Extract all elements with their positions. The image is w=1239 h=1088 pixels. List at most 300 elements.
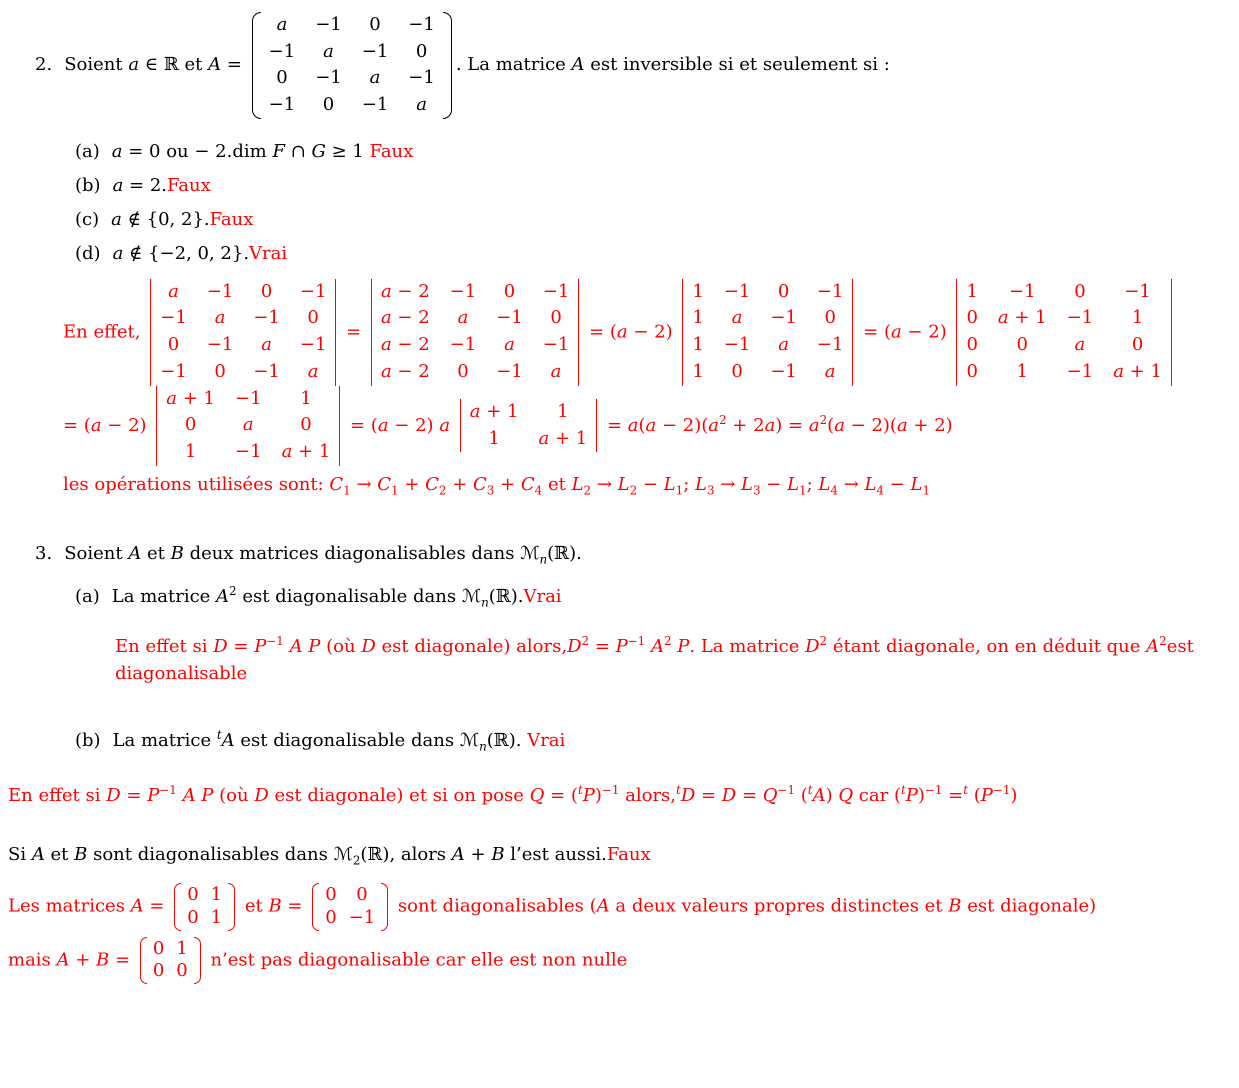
plain-text: . La matrice <box>689 635 806 657</box>
math-text: (ℝ) <box>360 844 390 866</box>
matrix-grid <box>958 279 1169 386</box>
verdict-label: Faux <box>167 174 211 196</box>
matrix-cell: 0 <box>187 907 199 929</box>
matrix-cell: a + 1 <box>166 387 216 409</box>
math-text: + C <box>398 473 439 495</box>
matrix-cell: a + 1 <box>1113 360 1162 382</box>
math-text: A <box>1146 635 1160 657</box>
plain-text: . <box>517 585 524 607</box>
question-2-number: 2. <box>35 54 53 76</box>
matrix-cell: 1 <box>966 280 978 302</box>
q3-option-a-text <box>111 583 562 610</box>
math-text: → C <box>350 473 392 495</box>
matrix-cell: −1 <box>1009 280 1036 302</box>
matrix-cell: a + 1 <box>281 440 331 462</box>
matrix-cell: a − 2 <box>380 360 430 382</box>
subscript: 2 <box>438 483 447 498</box>
plain-text: n’est pas diagonalisable car elle est non nulle <box>204 949 628 971</box>
math-text: A P <box>182 785 214 807</box>
math-text: a ∈ ℝ <box>128 54 179 76</box>
matrix <box>174 883 235 930</box>
left-paren-fence <box>312 883 319 930</box>
plain-text: étant diagonale, on en déduit que <box>827 635 1147 657</box>
option-b-label: (b) <box>75 174 101 196</box>
math-text: C <box>329 473 344 495</box>
plain-text: est diagonale) et si on pose <box>268 785 530 807</box>
math-text: − L <box>760 473 800 495</box>
matrix-grid <box>152 279 334 386</box>
plain-text: . <box>203 208 210 230</box>
subscript: 1 <box>675 483 684 498</box>
matrix-cell: −1 <box>816 280 844 302</box>
superscript: −1 <box>924 783 943 798</box>
matrix-cell: −1 <box>1066 360 1094 382</box>
matrix-cell: 0 <box>731 360 743 382</box>
matrix-cell: 1 <box>210 884 223 906</box>
proof-equation-line-1 <box>63 277 1239 388</box>
plain-text: sont diagonalisables ( <box>392 896 597 918</box>
determinant <box>682 279 853 386</box>
math-text: A + B = <box>56 949 136 971</box>
math-text: − L <box>637 473 676 495</box>
plain-text: En effet si <box>115 635 214 657</box>
plain-text: . <box>515 730 528 752</box>
matrix-cell: a <box>824 360 836 382</box>
plain-text: (où <box>320 635 362 657</box>
math-text: ; L <box>683 473 707 495</box>
matrix-cell: 1 <box>692 280 704 302</box>
right-bar-fence <box>851 279 853 386</box>
matrix-cell: 0 <box>550 307 562 329</box>
verdict-label: Faux <box>209 208 254 230</box>
plain-text: ou <box>160 140 195 162</box>
verdict-label: Vrai <box>249 242 288 264</box>
plain-text: Soient <box>64 54 129 76</box>
plain-text: est diagonale) alors, <box>375 635 568 657</box>
subscript: 3 <box>706 483 715 498</box>
subscript: 4 <box>830 483 838 498</box>
matrix-cell: a + 1 <box>469 400 519 422</box>
superscript: 2 <box>663 633 672 648</box>
question-3-option-a <box>75 583 1239 610</box>
matrix-cell: 1 <box>184 440 197 462</box>
math-text: = (a − 2) <box>583 321 679 343</box>
matrix-cell: −1 <box>408 67 435 89</box>
math-text: = (a − 2) a <box>344 414 451 436</box>
plain-text: En effet si <box>8 785 107 807</box>
q3-option-a-explanation <box>115 633 1239 689</box>
matrix-cell: −1 <box>770 307 797 329</box>
math-text: − 2. <box>194 140 233 162</box>
matrix-cell: −1 <box>235 387 262 409</box>
matrix-cell: −1 <box>348 907 376 929</box>
right-paren-fence <box>381 883 388 930</box>
subscript: n <box>479 739 487 754</box>
matrix-grid <box>373 279 577 386</box>
math-text: D <box>567 635 582 657</box>
matrix-cell: −1 <box>361 40 389 62</box>
subscript: 1 <box>391 483 399 498</box>
verdict-label: Vrai <box>523 585 562 607</box>
matrix-cell: −1 <box>315 67 342 89</box>
math-text: F ∩ G ≥ 1 <box>272 140 370 162</box>
matrix-cell: a − 2 <box>380 307 430 329</box>
matrix-cell: −1 <box>449 280 477 302</box>
left-paren-fence <box>174 883 181 930</box>
matrix-cell: 0 <box>307 307 319 329</box>
subscript: 3 <box>752 483 761 498</box>
q3-option-b-label: (b) <box>75 730 101 752</box>
matrix-cell: 0 <box>356 884 368 906</box>
plain-text: est diagonalisable dans <box>236 585 462 607</box>
superscript: 2 <box>719 412 727 427</box>
superscript: −1 <box>266 633 284 648</box>
superscript: 2 <box>819 412 828 427</box>
matrix-cell: a <box>242 414 254 436</box>
matrix-cell: 0 <box>966 360 978 382</box>
matrix-cell: −1 <box>361 94 389 116</box>
matrix-cell: 0 <box>1016 334 1028 356</box>
plain-text: Les matrices <box>8 896 131 918</box>
math-text: + C <box>494 473 535 495</box>
matrix-cell: 0 <box>176 960 188 982</box>
matrix-cell: −1 <box>206 280 234 302</box>
plain-text: . <box>161 174 168 196</box>
right-bar-fence <box>595 399 597 452</box>
matrix-cell: −1 <box>160 307 187 329</box>
subscript: 4 <box>876 483 884 498</box>
matrix-cell: −1 <box>770 360 797 382</box>
math-text: = (a − 2) <box>857 321 953 343</box>
math-text: ℳ <box>520 542 540 564</box>
matrix-cell: −1 <box>268 40 296 62</box>
math-text: ; L <box>806 473 831 495</box>
math-text: → L <box>591 473 630 495</box>
option-b-text <box>113 175 211 196</box>
matrix-cell: 1 <box>176 937 188 959</box>
subscript: 2 <box>629 483 638 498</box>
matrix-cell: 0 <box>260 280 273 302</box>
subscript: n <box>481 595 489 610</box>
math-text: a = 0 <box>111 140 161 162</box>
matrix-cell: 0 <box>214 360 226 382</box>
question-2-options <box>75 141 1239 264</box>
determinant <box>371 279 579 386</box>
math-text: A <box>650 635 664 657</box>
plain-text: mais <box>8 949 57 971</box>
subscript: 2 <box>583 483 592 498</box>
plain-text: et <box>239 896 269 918</box>
math-text: = <box>340 321 367 343</box>
right-paren-fence <box>443 12 452 119</box>
matrix-cell: −1 <box>1066 307 1094 329</box>
q3-option-b-text <box>112 728 566 754</box>
superscript: −1 <box>601 783 620 798</box>
matrix <box>252 12 452 119</box>
math-text: a = 2 <box>112 174 162 196</box>
right-bar-fence <box>1170 279 1172 386</box>
math-text: Q = ( <box>529 785 578 807</box>
plain-text: Soient <box>64 542 129 564</box>
plain-text: La matrice <box>111 585 217 607</box>
matrix-cell: −1 <box>268 94 296 116</box>
matrix-cell: 1 <box>557 400 569 422</box>
matrix-cell: a − 2 <box>380 280 430 302</box>
math-text: (ℝ) <box>547 542 577 564</box>
right-bar-fence <box>338 386 340 466</box>
math-text: B <box>170 542 184 564</box>
matrix-cell: 0 <box>325 884 337 906</box>
math-text: = (a − 2) <box>63 414 153 436</box>
right-paren-fence <box>228 883 235 930</box>
math-text: D = P <box>213 635 267 657</box>
plain-text: , alors <box>389 844 452 866</box>
left-paren-fence <box>140 937 147 984</box>
matrix-cell: −1 <box>253 360 280 382</box>
math-text: = P <box>589 635 628 657</box>
matrix-cell: a <box>1074 334 1086 356</box>
plain-text: a deux valeurs propres distinctes et <box>609 896 949 918</box>
plain-text: l’est aussi. <box>504 844 607 866</box>
math-text: P) <box>582 785 602 807</box>
plain-text: et <box>178 54 209 76</box>
matrix-cell: −1 <box>299 334 327 356</box>
plain-text: dim <box>232 140 273 162</box>
math-text: ℳ <box>333 844 353 866</box>
math-text: A <box>596 896 610 918</box>
math-text: B = <box>268 896 309 918</box>
option-c <box>75 209 1239 230</box>
matrix-cell: a <box>261 334 272 356</box>
question-2-proof <box>63 277 1239 498</box>
math-text: − L <box>883 473 923 495</box>
matrix-grid <box>158 386 338 466</box>
math-text: A <box>221 730 235 752</box>
plain-text: alors, <box>619 785 677 807</box>
left-paren-fence <box>252 12 261 119</box>
matrix-grid <box>684 279 851 386</box>
matrix-cell: a <box>731 307 743 329</box>
superscript: −1 <box>627 633 646 648</box>
math-text: A <box>571 54 585 76</box>
math-text: → L <box>837 473 877 495</box>
superscript: t <box>577 783 583 798</box>
matrix-cell: 1 <box>300 387 312 409</box>
matrix-cell: 0 <box>503 280 516 302</box>
math-text: A <box>128 542 142 564</box>
math-text: ( <box>893 785 901 807</box>
math-text: + 2a) = a <box>726 414 820 436</box>
matrix-cell: −1 <box>449 334 477 356</box>
question-3-intro <box>64 542 582 567</box>
verdict-label: Vrai <box>527 730 566 752</box>
superscript: −1 <box>159 783 177 798</box>
question-3-number: 3. <box>35 542 53 564</box>
verdict-label: Faux <box>369 140 414 162</box>
matrix-grid <box>462 399 595 452</box>
plain-text: et <box>542 473 572 495</box>
superscript: t <box>676 783 681 798</box>
right-bar-fence <box>577 279 579 386</box>
option-b <box>75 175 1239 196</box>
matrix-cell: a <box>369 67 381 89</box>
q3-option-a-label: (a) <box>75 585 100 607</box>
right-bar-fence <box>334 279 336 386</box>
superscript: t <box>900 783 906 798</box>
plain-text: car <box>853 785 894 807</box>
matrix-cell: a <box>307 360 319 382</box>
math-text: (ℝ) <box>488 585 518 607</box>
determinant <box>460 399 597 452</box>
math-text: = <box>942 785 964 807</box>
question-3 <box>35 542 1239 567</box>
matrix-cell: 0 <box>966 307 978 329</box>
determinant <box>150 279 336 386</box>
matrix-cell: 0 <box>300 414 312 436</box>
superscript: 2 <box>819 633 828 648</box>
math-text: A P <box>289 635 321 657</box>
determinant <box>156 386 340 466</box>
plain-text: et <box>44 844 75 866</box>
math-text: → L <box>714 473 753 495</box>
subscript: 2 <box>352 853 361 868</box>
question-2 <box>35 10 1239 121</box>
plain-text: les opérations utilisées sont: <box>63 473 330 495</box>
right-paren-fence <box>194 937 201 984</box>
math-text: D = P <box>106 785 160 807</box>
math-text: (ℝ) <box>486 730 516 752</box>
matrix-cell: −1 <box>206 334 234 356</box>
superscript: t <box>963 783 969 798</box>
matrix-cell: −1 <box>496 307 523 329</box>
subscript: 3 <box>486 483 495 498</box>
matrix-cell: 1 <box>210 907 223 929</box>
matrix-cell: −1 <box>315 14 342 35</box>
matrix-cell: −1 <box>253 307 280 329</box>
matrix-cell: −1 <box>542 280 570 302</box>
matrix <box>312 883 388 930</box>
math-text: P) <box>905 785 925 807</box>
math-text: A) Q <box>812 785 854 807</box>
matrix-cell: 1 <box>692 360 704 382</box>
matrix-cell: 0 <box>184 414 197 436</box>
math-text: A <box>31 844 45 866</box>
matrix-cell: 0 <box>824 307 836 329</box>
matrix-cell: a <box>323 40 334 62</box>
plain-text: Si <box>8 844 32 866</box>
matrix-cell: a <box>214 307 226 329</box>
option-a-label: (a) <box>75 140 100 162</box>
math-text: A + B <box>451 844 505 866</box>
plain-text: . <box>576 542 582 564</box>
matrix-cell: −1 <box>299 280 327 302</box>
math-text: A <box>216 585 230 607</box>
matrix-grid <box>181 883 228 930</box>
subscript: 1 <box>799 483 807 498</box>
matrix-grid <box>319 883 381 930</box>
matrix-cell: 1 <box>692 307 704 329</box>
math-text: (P <box>968 785 993 807</box>
subscript: 1 <box>922 483 930 498</box>
matrix-cell: 1 <box>1016 360 1028 382</box>
matrix-cell: a + 1 <box>997 307 1047 329</box>
determinant <box>956 279 1171 386</box>
option-d-label: (d) <box>75 242 101 264</box>
math-text: ℳ <box>461 585 482 607</box>
math-text: a ∉ {0, 2} <box>111 208 204 230</box>
matrix-cell: 0 <box>276 67 288 89</box>
matrix-cell: a <box>416 94 427 116</box>
plain-text: deux matrices diagonalisables dans <box>183 542 521 564</box>
matrix-cell: a <box>168 280 179 302</box>
matrix-cell: 0 <box>187 884 199 906</box>
matrix-cell: 0 <box>369 14 381 35</box>
proof-operations-note <box>63 473 1239 498</box>
option-d-text <box>113 243 288 264</box>
plain-text: . <box>243 242 250 264</box>
superscript: 2 <box>1159 633 1167 648</box>
matrix-cell: a <box>276 14 288 35</box>
q3-statement-c <box>8 844 1239 868</box>
matrix <box>140 937 201 984</box>
matrix-cell: 1 <box>692 334 704 356</box>
math-text: D <box>805 635 820 657</box>
math-text: D <box>361 635 376 657</box>
superscript: −1 <box>777 783 796 798</box>
matrix-cell: a − 2 <box>380 334 430 356</box>
matrix-cell: 0 <box>322 94 335 116</box>
matrix-cell: −1 <box>542 334 570 356</box>
matrix-cell: −1 <box>235 440 262 462</box>
plain-text: . La matrice <box>455 54 572 76</box>
superscript: 2 <box>229 583 237 598</box>
math-text: D = D = Q <box>680 785 778 807</box>
matrix-cell: a <box>778 334 789 356</box>
plain-text: est diagonale) <box>961 896 1097 918</box>
math-text: (a − 2)(a + 2) <box>827 414 953 436</box>
matrix-cell: 0 <box>152 960 165 982</box>
option-a-text <box>112 141 414 162</box>
matrix-cell: −1 <box>408 14 435 35</box>
plain-text: est diagonalisable dans <box>234 730 460 752</box>
matrix-cell: 0 <box>457 360 469 382</box>
math-text: B <box>948 896 962 918</box>
plain-text: La matrice <box>112 730 217 752</box>
matrix-cell: 0 <box>325 907 337 929</box>
subscript: 1 <box>343 483 351 498</box>
matrix-cell: 1 <box>1131 307 1144 329</box>
math-text: ( <box>795 785 808 807</box>
matrix-cell: −1 <box>723 280 751 302</box>
plain-text: sont diagonalisables dans <box>87 844 334 866</box>
math-text: A = <box>208 54 248 76</box>
option-a <box>75 141 1239 162</box>
math-text: ℳ <box>459 730 480 752</box>
matrix-grid <box>147 937 194 984</box>
matrix-cell: a + 1 <box>538 427 588 449</box>
superscript: −1 <box>992 783 1011 798</box>
subscript: 4 <box>534 483 543 498</box>
option-d <box>75 243 1239 264</box>
matrix-cell: 0 <box>415 40 428 62</box>
plain-text: est diagonalisable <box>115 635 1194 685</box>
matrix-grid <box>261 12 443 119</box>
matrix-cell: 0 <box>777 280 790 302</box>
q3-statement-c-explanation-2 <box>8 935 1239 986</box>
verdict-label: Faux <box>606 844 651 866</box>
math-text: B <box>74 844 88 866</box>
matrix-cell: a <box>504 334 515 356</box>
